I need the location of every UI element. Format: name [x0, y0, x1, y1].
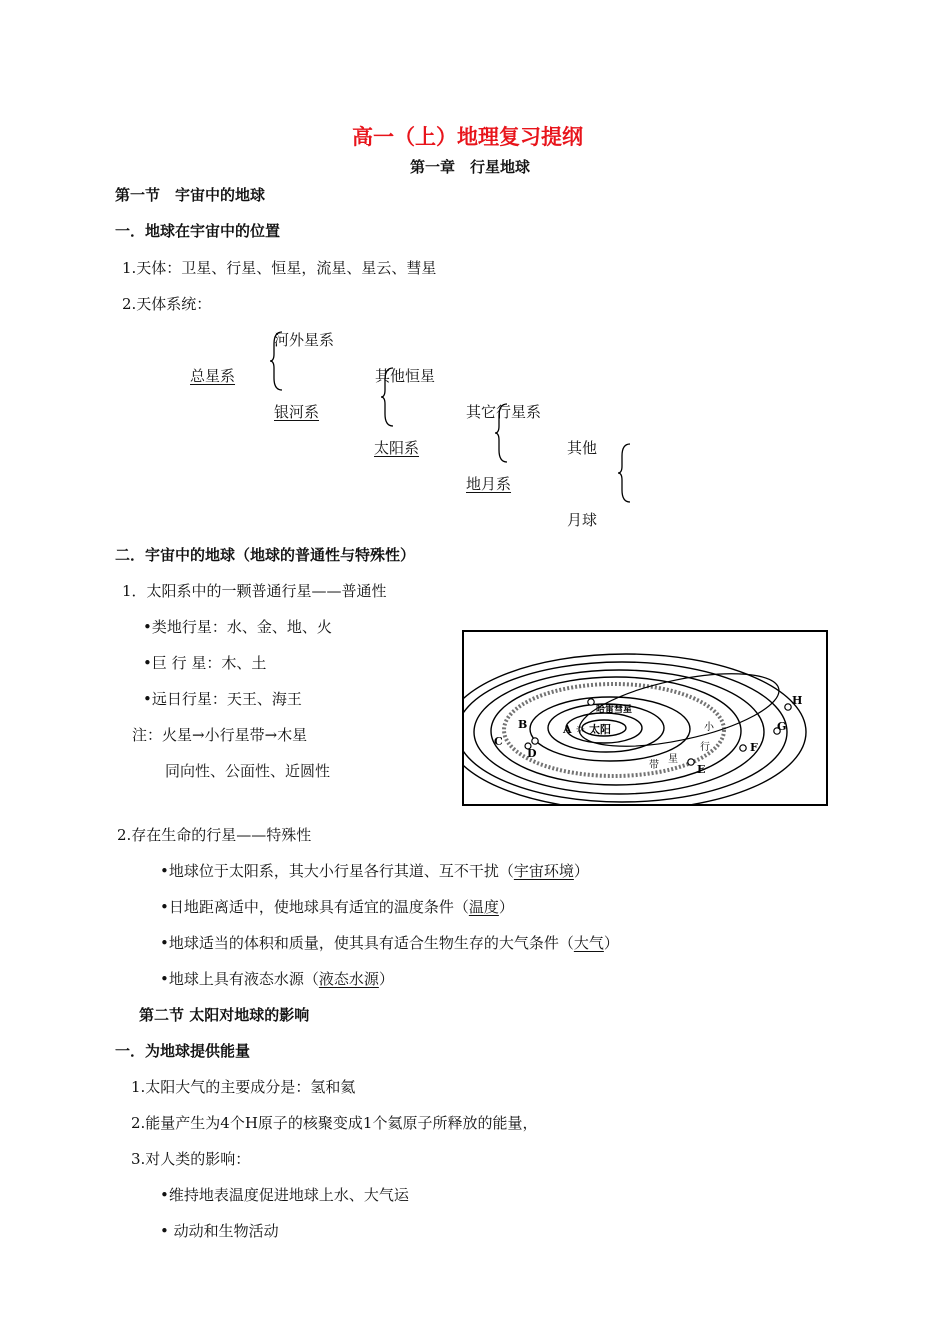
planet-e-marker [688, 759, 694, 765]
note-orbit-features: 同向性、公面性、近圆性 [165, 762, 331, 780]
tree-other-stars: 其他恒星 [375, 367, 436, 385]
tree-outer-galaxies: 河外星系 [274, 331, 335, 349]
label-c: C [494, 735, 503, 748]
planet-f-marker [740, 745, 746, 751]
part2-heading: 二．宇宙中的地球（地球的普通性与特殊性） [115, 546, 416, 564]
key-liquid-water: 液态水源 [318, 970, 379, 988]
label-belt-3: 星 [668, 754, 678, 765]
orbit-h [464, 654, 806, 804]
brace-total [268, 330, 288, 392]
section2-heading: 第二节 太阳对地球的影响 [139, 1006, 310, 1024]
label-e: E [697, 763, 706, 776]
page-title: 高一（上）地理复习提纲 [352, 125, 583, 149]
part1-heading: 一．地球在宇宙中的位置 [115, 222, 281, 240]
key-temperature: 温度 [468, 898, 499, 916]
label-comet: 哈雷彗星 [596, 705, 633, 715]
label-b: B [518, 718, 528, 731]
special-item-3: •地球适当的体积和质量，使其具有适合生物生存的大气条件（大气） [160, 934, 619, 952]
human-impact-item: 3.对人类的影响： [131, 1150, 251, 1168]
label-g: G [777, 720, 787, 733]
section2-part1-heading: 一．为地球提供能量 [115, 1042, 251, 1060]
key-atmosphere: 大气 [573, 934, 604, 952]
planet-c-marker [532, 738, 538, 744]
note-asteroid-belt: 注：火星→小行星带→木星 [132, 726, 308, 744]
label-h: H [792, 694, 803, 707]
label-belt-4: 带 [649, 760, 659, 771]
special-item-1: •地球位于太阳系，其大小行星各行其道、互不干扰（宇宙环境） [160, 862, 589, 880]
orbit-f [474, 670, 764, 794]
tree-total-galaxy: 总星系 [190, 367, 236, 385]
tree-earth-moon-system: 地月系 [466, 475, 512, 493]
planet-h-marker [785, 704, 791, 710]
label-belt-2: 行 [700, 742, 710, 753]
energy-source-item: 2.能量产生为4个H原子的核聚变成1个氦原子所释放的能量， [131, 1114, 538, 1132]
tree-other: 其他 [567, 439, 598, 457]
celestial-systems-item: 2.天体系统： [122, 295, 212, 313]
label-d: D [527, 747, 537, 760]
impact-bullet-2: • 动动和生物活动 [160, 1222, 279, 1240]
life-planet-item: 2.存在生命的行星——特殊性 [117, 826, 312, 844]
tree-moon: 月球 [567, 511, 598, 529]
celestial-bodies-item: 1.天体：卫星、行星、恒星，流星、星云、彗星 [122, 259, 437, 277]
tree-solar-system: 太阳系 [374, 439, 420, 457]
special-item-2: •日地距离适中，使地球具有适宜的温度条件（温度） [160, 898, 514, 916]
ordinary-planet-item: 1．太阳系中的一颗普通行星——普通性 [122, 582, 387, 600]
terrestrial-planets: •类地行星：水、金、地、火 [143, 618, 332, 636]
label-sun: A ☼ 太阳 [563, 723, 612, 736]
solar-atmosphere-item: 1.太阳大气的主要成分是：氢和氦 [131, 1078, 356, 1096]
brace-solar-system [493, 402, 513, 464]
impact-bullet-1: •维持地表温度促进地球上水、大气运 [160, 1186, 409, 1204]
distant-planets: •远日行星：天王、海王 [143, 690, 302, 708]
brace-earth-moon [616, 442, 636, 504]
tree-other-planet-systems: 其它行星系 [466, 403, 542, 421]
special-item-4: •地球上具有液态水源（液态水源） [160, 970, 394, 988]
label-belt-1: 小 [704, 722, 714, 733]
giant-planets: •巨 行 星：木、土 [143, 654, 267, 672]
brace-milky-way [379, 366, 399, 428]
tree-milky-way: 银河系 [274, 403, 320, 421]
label-f: F [750, 741, 758, 754]
section1-heading: 第一节 宇宙中的地球 [115, 186, 266, 204]
orbit-figure [464, 632, 826, 804]
key-cosmic-environment: 宇宙环境 [513, 862, 574, 880]
orbit-g [464, 662, 787, 802]
comet-marker [588, 699, 594, 705]
solar-system-diagram [462, 630, 828, 806]
chapter-heading: 第一章 行星地球 [410, 158, 531, 176]
